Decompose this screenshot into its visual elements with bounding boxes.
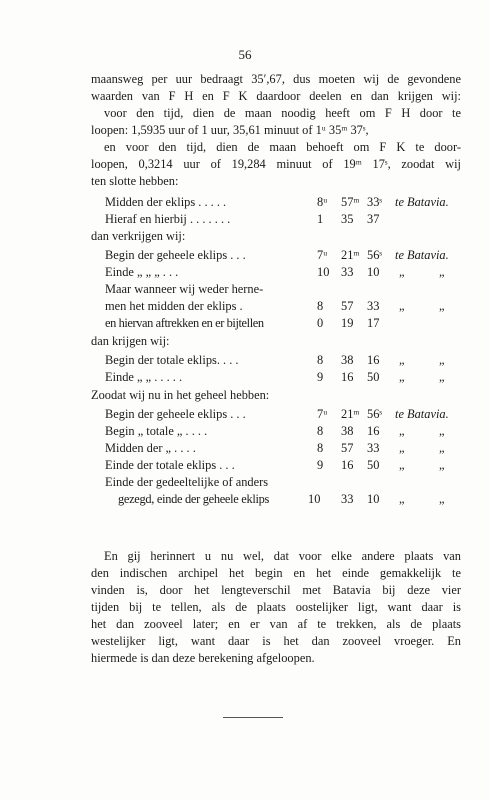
row-label: Midden der „ . . . .	[105, 441, 196, 455]
place-cell: te Batavia.	[395, 195, 449, 209]
seconds-cell: 50	[367, 370, 380, 384]
table-row	[105, 352, 465, 369]
seconds-cell: 37	[367, 212, 380, 226]
text-line: dan krijgen wij:	[91, 334, 170, 348]
minutes-cell: 21ᵐ	[341, 248, 360, 262]
row-label: Einde „ „ „ . . .	[105, 265, 179, 279]
row-label: en hiervan aftrekken en er bijtellen	[105, 316, 264, 330]
hours-cell: 8ᵘ	[317, 195, 328, 209]
hours-cell: 0	[317, 316, 324, 330]
minutes-cell: 57	[341, 299, 354, 313]
row-label: Einde „ „ . . . . .	[105, 370, 183, 384]
table-row	[105, 281, 465, 298]
seconds-cell: 56ˢ	[367, 407, 383, 421]
ditto-mark: „	[399, 458, 405, 472]
seconds-cell: 16	[367, 353, 380, 367]
text-line: het dan zooveel later; en er van af te trekken, als de plaats	[91, 617, 461, 631]
table-row	[105, 247, 465, 264]
minutes-cell: 35	[341, 212, 354, 226]
table-row	[105, 264, 465, 281]
text-line: voor den tijd, dien de maan noodig heeft om F H door te	[104, 106, 461, 120]
row-label: Begin der totale eklips. . . .	[105, 353, 239, 367]
table-row	[105, 474, 465, 491]
row-label: Maar wanneer wij weder herne-	[105, 282, 264, 296]
hours-cell: 8	[317, 299, 324, 313]
minutes-cell: 57ᵐ	[341, 195, 360, 209]
seconds-cell: 33	[367, 299, 380, 313]
ditto-mark: „	[399, 353, 405, 367]
text-line: den indischen archipel het begin en het einde gemakkelijk te	[91, 566, 461, 580]
table-row	[105, 211, 465, 228]
minutes-cell: 33	[341, 492, 354, 506]
hours-cell: 10	[308, 492, 321, 506]
text-line: loopen, 0,3214 uur of 19,284 minuut of 19ᵐ 17ˢ, zoodat wij	[91, 157, 461, 171]
ditto-mark: „	[399, 424, 405, 438]
text-line: loopen: 1,5935 uur of 1 uur, 35,61 minuut of 1ᵘ 35ᵐ 37ˢ,	[91, 123, 369, 137]
table-row	[105, 315, 465, 332]
table-row	[105, 423, 465, 440]
seconds-cell: 17	[367, 316, 380, 330]
text-line: maansweg per uur bedraagt 35′,67, dus moeten wij de gevondene	[91, 72, 461, 86]
text-line: vinden is, door het lengteverschil met Batavia bij deze vier	[91, 583, 461, 597]
seconds-cell: 33ˢ	[367, 195, 383, 209]
text-line: dan verkrijgen wij:	[91, 229, 186, 243]
table-row	[105, 194, 465, 211]
ditto-mark: „	[439, 441, 445, 455]
minutes-cell: 38	[341, 353, 354, 367]
table-row	[118, 491, 465, 508]
hours-cell: 7ᵘ	[317, 407, 328, 421]
ditto-mark: „	[439, 458, 445, 472]
seconds-cell: 10	[367, 492, 380, 506]
row-label: Einde der totale eklips . . .	[105, 458, 235, 472]
ditto-mark: „	[439, 424, 445, 438]
seconds-cell: 33	[367, 441, 380, 455]
ditto-mark: „	[439, 265, 445, 279]
table-row	[105, 369, 465, 386]
seconds-cell: 50	[367, 458, 380, 472]
text-line: waarden van F H en F K daardoor deelen en dan krijgen wij:	[91, 89, 461, 103]
place-cell: te Batavia.	[395, 248, 449, 262]
hours-cell: 8	[317, 353, 324, 367]
ditto-mark: „	[439, 492, 445, 506]
minutes-cell: 16	[341, 458, 354, 472]
ditto-mark: „	[399, 265, 405, 279]
hours-cell: 9	[317, 370, 324, 384]
text-line: Zoodat wij nu in het geheel hebben:	[91, 388, 270, 402]
text-line: en voor den tijd, dien de maan behoeft om F K te door-	[104, 140, 461, 154]
table-row	[105, 440, 465, 457]
table-row	[105, 457, 465, 474]
minutes-cell: 16	[341, 370, 354, 384]
minutes-cell: 33	[341, 265, 354, 279]
seconds-cell: 16	[367, 424, 380, 438]
ditto-mark: „	[439, 353, 445, 367]
end-rule	[223, 717, 283, 718]
ditto-mark: „	[439, 370, 445, 384]
hours-cell: 7ᵘ	[317, 248, 328, 262]
row-label: Midden der eklips . . . . .	[105, 195, 227, 209]
row-label: gezegd, einde der geheele eklips	[118, 492, 270, 506]
minutes-cell: 38	[341, 424, 354, 438]
text-line: westelijker ligt, want daar is het dan zooveel vroeger. En	[91, 634, 461, 648]
ditto-mark: „	[399, 299, 405, 313]
hours-cell: 10	[317, 265, 330, 279]
row-label: Hieraf en hierbij . . . . . . .	[105, 212, 231, 226]
row-label: men het midden der eklips .	[105, 299, 243, 313]
text-line: En gij herinnert u nu wel, dat voor elke andere plaats van	[104, 549, 461, 563]
ditto-mark: „	[399, 492, 405, 506]
ditto-mark: „	[439, 299, 445, 313]
minutes-cell: 19	[341, 316, 354, 330]
row-label: Begin „ totale „ . . . .	[105, 424, 208, 438]
text-line: hiermede is dan deze berekening afgeloopen.	[91, 651, 315, 665]
table-row	[105, 406, 465, 423]
ditto-mark: „	[399, 441, 405, 455]
place-cell: te Batavia.	[395, 407, 449, 421]
hours-cell: 1	[317, 212, 324, 226]
text-line: tijden bij te tellen, als de plaats oostelijker ligt, want daar is	[91, 600, 461, 614]
minutes-cell: 57	[341, 441, 354, 455]
minutes-cell: 21ᵐ	[341, 407, 360, 421]
page-number: 56	[238, 47, 252, 62]
hours-cell: 8	[317, 424, 324, 438]
hours-cell: 9	[317, 458, 324, 472]
row-label: Einde der gedeeltelijke of anders	[105, 475, 269, 489]
hours-cell: 8	[317, 441, 324, 455]
table-row	[105, 298, 465, 315]
row-label: Begin der geheele eklips . . .	[105, 248, 246, 262]
text-line: ten slotte hebben:	[91, 174, 179, 188]
ditto-mark: „	[399, 370, 405, 384]
seconds-cell: 56ˢ	[367, 248, 383, 262]
row-label: Begin der geheele eklips . . .	[105, 407, 246, 421]
seconds-cell: 10	[367, 265, 380, 279]
